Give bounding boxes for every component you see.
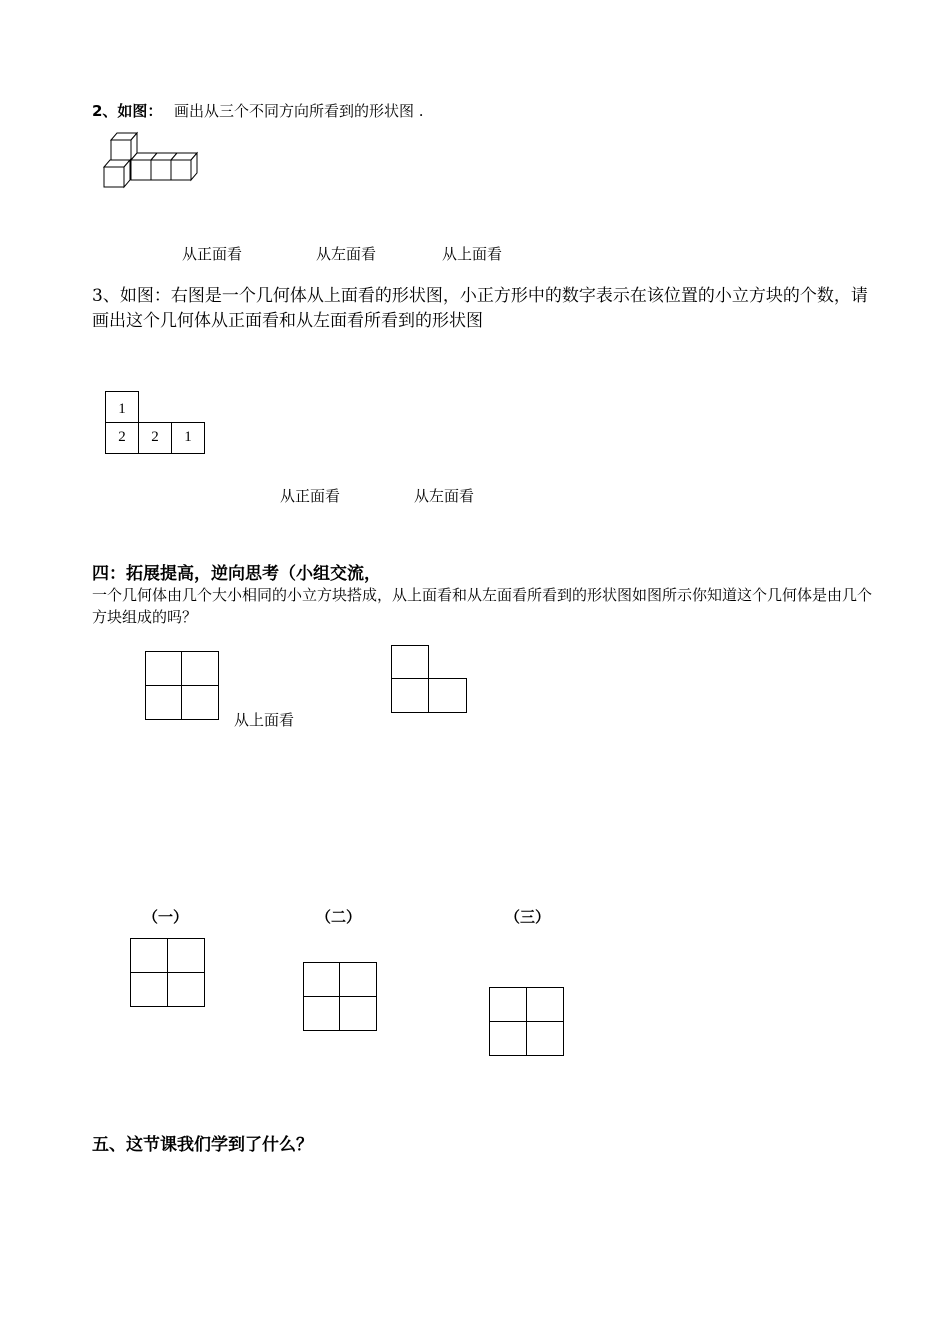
- view-label-front: 从正面看: [280, 487, 341, 505]
- q2-title: 2、如图：: [92, 102, 163, 120]
- grid-cell: 2: [138, 422, 172, 454]
- view-label-left: 从左面看: [316, 245, 377, 263]
- section-5-title: 五、这节课我们学到了什么？: [92, 1135, 313, 1155]
- option-label-3: （三）: [505, 908, 551, 926]
- q2-description: 画出从三个不同方向所看到的形状图 .: [174, 102, 424, 120]
- view-label-front: 从正面看: [182, 245, 243, 263]
- section-4-title: 四：拓展提高，逆向思考（小组交流，: [92, 564, 381, 584]
- view-label-left: 从左面看: [414, 487, 475, 505]
- q3-text: 3、如图：右图是一个几何体从上面看的形状图，小正方形中的数字表示在该位置的小立方块的个数，请画出这个几何体从正面看和从左面看所看到的形状图: [92, 286, 868, 331]
- section-4-text: 一个几何体由几个大小相同的小立方块搭成，从上面看和从左面看所看到的形状图如图所示你知道这个几何体是由几个方块组成的吗？: [92, 586, 873, 626]
- option-label-1: （一）: [143, 908, 189, 926]
- grid-cell: 2: [105, 422, 139, 454]
- cube-figure: [100, 128, 210, 194]
- grid-cell: 1: [171, 422, 205, 454]
- grid-cell: 1: [105, 391, 139, 423]
- view-label-top: 从上面看: [442, 245, 503, 263]
- option-label-2: （二）: [316, 908, 362, 926]
- view-label-top: 从上面看: [234, 711, 295, 729]
